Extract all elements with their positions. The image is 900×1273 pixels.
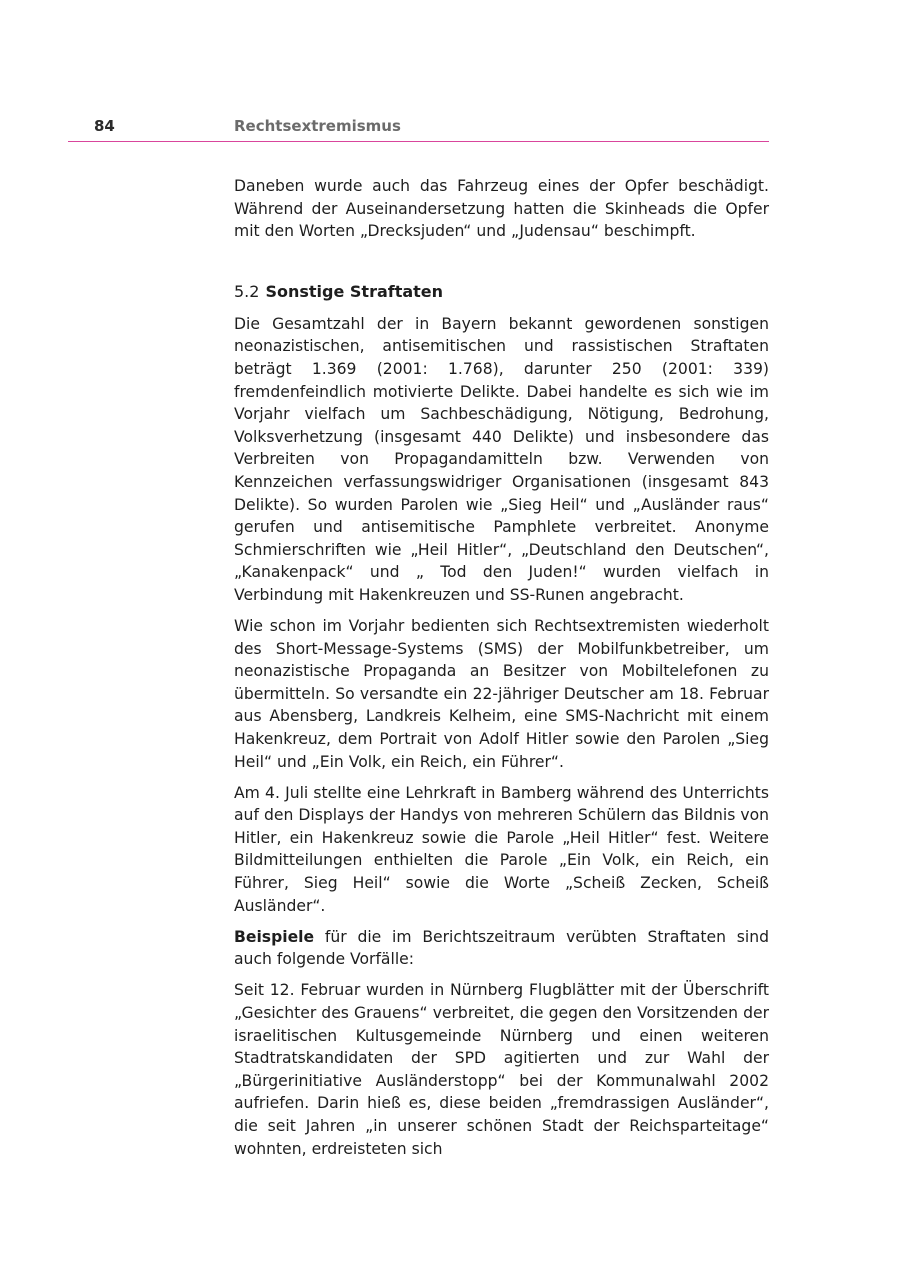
paragraph-statistics: Die Gesamtzahl der in Bayern bekannt gewordenen sonstigen neonazistischen, antisemitischen und rassistischen Straftaten beträgt 1.369 (2001: 1.768), darunter 250 (2001: 339) fremdenfeindlich motivierte Delikte. Dabei handelte es sich wie im Vorjahr vielfach um Sachbeschädigung, Nötigung, Bedrohung, Volksverhetzung (insgesamt 440 Delikte) und insbesondere das Verbreiten von Propagandamitteln bzw. Verwenden von Kennzeichen verfassungswidriger Organisationen (insgesamt 843 Delikte). So wurden Parolen wie „Sieg Heil“ und „Ausländer raus“ gerufen und antisemitische Pamphlete verbreitet. Anonyme Schmierschriften wie „Heil Hitler“, „Deutschland den Deutschen“, „Kanakenpack“ und „ Tod den Juden!“ wurden vielfach in Verbindung mit Hakenkreuzen und SS-Runen angebracht.	[234, 314, 769, 604]
intro-paragraph: Daneben wurde auch das Fahrzeug eines der Opfer beschädigt. Während der Auseinandersetzung hatten die Skinheads die Opfer mit den Worten „Drecksjuden“ und „Judensau“ beschimpft.	[234, 177, 769, 241]
page-body	[234, 175, 769, 1169]
running-head: Rechtsextremismus	[234, 117, 401, 135]
section-heading	[234, 281, 769, 303]
examples-text: für die im Berichtszeitraum verübten Straftaten sind auch folgende Vorfälle:	[234, 927, 769, 969]
paragraph-examples	[234, 926, 769, 971]
header-rule	[68, 141, 769, 142]
examples-lead: Beispiele	[234, 927, 315, 946]
paragraph-sms: Wie schon im Vorjahr bedienten sich Rechtsextremisten wiederholt des Short-Message-Systems (SMS) der Mobilfunkbetreiber, um neonazistische Propaganda an Besitzer von Mobiltelefonen zu übermitteln. So versandte ein 22-jähriger Deutscher am 18. Februar aus Abensberg, Landkreis Kelheim, eine SMS-Nachricht mit einem Hakenkreuz, dem Portrait von Adolf Hitler sowie den Parolen „Sieg Heil“ und „Ein Volk, ein Reich, ein Führer“.	[234, 617, 769, 771]
section-number: 5.2	[234, 281, 260, 301]
paragraph-nuernberg: Seit 12. Februar wurden in Nürnberg Flugblätter mit der Überschrift „Gesichter des Grauens“ verbreitet, die gegen den Vorsitzenden der israelitischen Kultusgemeinde Nürnberg und einen weiteren Stadtratskandidaten der SPD agitierten und zur Wahl der „Bürgerinitiative Ausländerstopp“ bei der Kommunalwahl 2002 aufriefen. Darin hieß es, diese beiden „fremdrassigen Ausländer“, die seit Jahren „in unserer schönen Stadt der Reichsparteitage“ wohnten, erdreisteten sich	[234, 981, 769, 1158]
page-number: 84	[94, 117, 115, 135]
section-title: Sonstige Straftaten	[265, 281, 444, 301]
paragraph-bamberg: Am 4. Juli stellte eine Lehrkraft in Bamberg während des Unterrichts auf den Displays der Handys von mehreren Schülern das Bildnis von Hitler, ein Hakenkreuz sowie die Parole „Heil Hitler“ fest. Weitere Bildmitteilungen enthielten die Parole „Ein Volk, ein Reich, ein Führer, Sieg Heil“ sowie die Worte „Scheiß Zecken, Scheiß Ausländer“.	[234, 783, 769, 915]
